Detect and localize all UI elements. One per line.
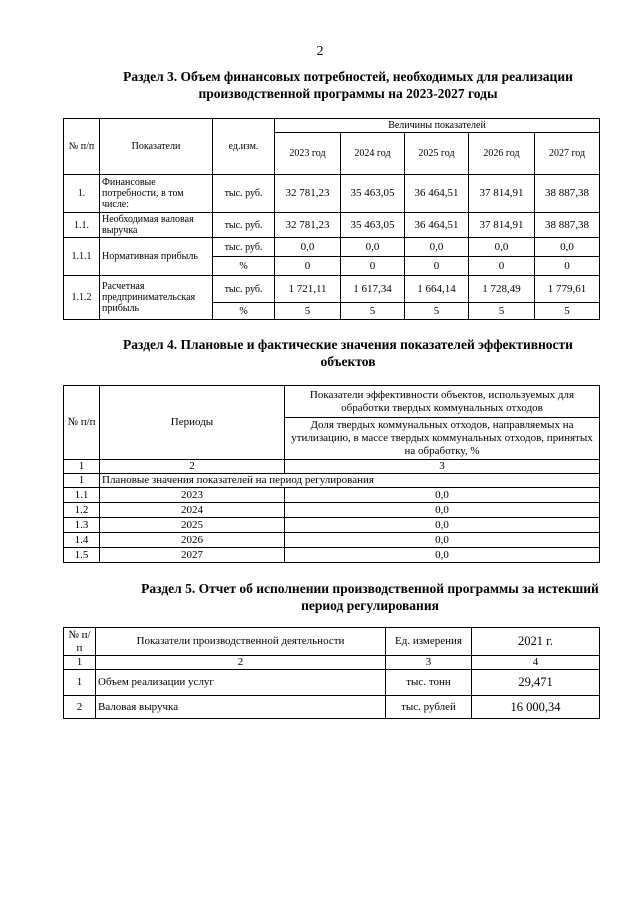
table-row bbox=[64, 238, 600, 257]
section4-title bbox=[88, 336, 608, 370]
s4-row-num: 1.3 bbox=[64, 518, 100, 533]
page-number: 2 bbox=[316, 44, 324, 59]
table-row bbox=[64, 518, 600, 533]
s5-row-indicator: Объем реализации услуг bbox=[96, 670, 386, 696]
s5-row-num: 1 bbox=[64, 670, 96, 696]
s5-colnum: 4 bbox=[472, 656, 600, 670]
s4-row-num: 1.1 bbox=[64, 488, 100, 503]
s3-row-value: 0 bbox=[275, 257, 341, 276]
s3-row-unit: тыс. руб. bbox=[213, 175, 275, 213]
s3-row-value: 0,0 bbox=[535, 238, 600, 257]
table-row bbox=[64, 175, 600, 213]
s4-header-num: № п/п bbox=[64, 386, 100, 460]
s3-row-value: 0 bbox=[469, 257, 535, 276]
s3-header-year: 2024 год bbox=[341, 133, 405, 175]
s4-row-value: 0,0 bbox=[285, 533, 600, 548]
s5-row-value: 29,471 bbox=[472, 670, 600, 696]
s4-colnum: 3 bbox=[285, 460, 600, 474]
s5-header-indicator: Показатели производственной деятельности bbox=[96, 628, 386, 656]
s3-header-indicator: Показатели bbox=[100, 119, 213, 175]
s3-row-indicator: Нормативная прибыль bbox=[100, 238, 213, 276]
s3-row-value: 5 bbox=[535, 303, 600, 320]
s3-row-value: 36 464,51 bbox=[405, 213, 469, 238]
section4-table bbox=[63, 385, 600, 563]
s3-row-value: 1 728,49 bbox=[469, 276, 535, 303]
table-row bbox=[64, 213, 600, 238]
s3-row-value: 0,0 bbox=[469, 238, 535, 257]
s3-row-indicator: Необходимая валовая выручка bbox=[100, 213, 213, 238]
s5-colnum: 2 bbox=[96, 656, 386, 670]
section4-title-line2: объектов bbox=[320, 354, 376, 369]
s3-row-value: 1 779,61 bbox=[535, 276, 600, 303]
s3-row-unit: тыс. руб. bbox=[213, 276, 275, 303]
s3-row-unit: % bbox=[213, 303, 275, 320]
s3-row-num: 1.1. bbox=[64, 213, 100, 238]
s4-row-value: 0,0 bbox=[285, 548, 600, 563]
s4-row-period: 2025 bbox=[100, 518, 285, 533]
section5-table bbox=[63, 627, 600, 719]
s5-header-num: № п/п bbox=[64, 628, 96, 656]
s5-colnum: 1 bbox=[64, 656, 96, 670]
s3-row-value: 0 bbox=[341, 257, 405, 276]
s3-header-year: 2027 год bbox=[535, 133, 600, 175]
s4-header-group: Показатели эффективности объектов, используемых для обработки твердых коммунальных отходов bbox=[285, 386, 600, 418]
table-row bbox=[64, 503, 600, 518]
s4-plan-num: 1 bbox=[64, 474, 100, 488]
s3-row-value: 0,0 bbox=[341, 238, 405, 257]
s3-row-value: 35 463,05 bbox=[341, 175, 405, 213]
s5-row-unit: тыс. тонн bbox=[386, 670, 472, 696]
section3-title bbox=[88, 68, 608, 102]
s3-row-value: 0 bbox=[405, 257, 469, 276]
s3-row-value: 35 463,05 bbox=[341, 213, 405, 238]
s4-colnum: 2 bbox=[100, 460, 285, 474]
s4-row-value: 0,0 bbox=[285, 488, 600, 503]
s4-row-period: 2024 bbox=[100, 503, 285, 518]
s5-row-value: 16 000,34 bbox=[472, 696, 600, 719]
s3-row-num: 1.1.1 bbox=[64, 238, 100, 276]
s3-row-value: 32 781,23 bbox=[275, 175, 341, 213]
s3-row-value: 0,0 bbox=[405, 238, 469, 257]
s3-row-value: 36 464,51 bbox=[405, 175, 469, 213]
section5-title-line2: период регулирования bbox=[301, 598, 439, 613]
s4-row-num: 1.2 bbox=[64, 503, 100, 518]
table-row bbox=[64, 670, 600, 696]
s5-header-unit: Ед. измерения bbox=[386, 628, 472, 656]
s3-row-num: 1.1.2 bbox=[64, 276, 100, 320]
s3-header-year: 2025 год bbox=[405, 133, 469, 175]
table-row bbox=[64, 548, 600, 563]
s3-row-value: 37 814,91 bbox=[469, 175, 535, 213]
s3-row-value: 37 814,91 bbox=[469, 213, 535, 238]
s3-row-value: 0,0 bbox=[275, 238, 341, 257]
s3-header-unit: ед.изм. bbox=[213, 119, 275, 175]
s3-row-unit: тыс. руб. bbox=[213, 213, 275, 238]
s4-header-share: Доля твердых коммунальных отходов, направляемых на утилизацию, в массе твердых коммунальных отходов, принятых на обработку, % bbox=[285, 418, 600, 460]
s3-row-indicator: Финансовые потребности, в том числе: bbox=[100, 175, 213, 213]
s3-row-value: 5 bbox=[341, 303, 405, 320]
section3-title-line1: Раздел 3. Объем финансовых потребностей, необходимых для реализации bbox=[123, 69, 573, 84]
s3-header-values-group: Величины показателей bbox=[275, 119, 600, 133]
s3-row-value: 32 781,23 bbox=[275, 213, 341, 238]
s4-row-period: 2023 bbox=[100, 488, 285, 503]
s3-row-value: 1 664,14 bbox=[405, 276, 469, 303]
s5-header-year: 2021 г. bbox=[472, 628, 600, 656]
s3-header-num: № п/п bbox=[64, 119, 100, 175]
table-row bbox=[64, 474, 600, 488]
s5-row-num: 2 bbox=[64, 696, 96, 719]
s4-row-value: 0,0 bbox=[285, 518, 600, 533]
s3-row-value: 5 bbox=[275, 303, 341, 320]
s4-colnum: 1 bbox=[64, 460, 100, 474]
section3-title-line2: производственной программы на 2023-2027 годы bbox=[198, 86, 498, 101]
s3-row-unit: тыс. руб. bbox=[213, 238, 275, 257]
s3-row-value: 0 bbox=[535, 257, 600, 276]
s3-header-year: 2026 год bbox=[469, 133, 535, 175]
s3-header-year: 2023 год bbox=[275, 133, 341, 175]
s3-row-value: 5 bbox=[405, 303, 469, 320]
s3-row-value: 1 721,11 bbox=[275, 276, 341, 303]
s3-row-value: 38 887,38 bbox=[535, 175, 600, 213]
s5-row-unit: тыс. рублей bbox=[386, 696, 472, 719]
section5-title bbox=[110, 580, 630, 614]
s4-plan-label: Плановые значения показателей на период регулирования bbox=[100, 474, 600, 488]
s3-row-num: 1. bbox=[64, 175, 100, 213]
s5-colnum: 3 bbox=[386, 656, 472, 670]
s3-row-indicator: Расчетная предпринимательская прибыль bbox=[100, 276, 213, 320]
s3-row-value: 38 887,38 bbox=[535, 213, 600, 238]
section5-title-line1: Раздел 5. Отчет об исполнении производственной программы за истекший bbox=[141, 581, 599, 596]
table-row bbox=[64, 696, 600, 719]
s3-row-value: 1 617,34 bbox=[341, 276, 405, 303]
s4-header-periods: Периоды bbox=[100, 386, 285, 460]
table-row bbox=[64, 533, 600, 548]
section3-table bbox=[63, 118, 600, 320]
table-row bbox=[64, 276, 600, 303]
s4-row-value: 0,0 bbox=[285, 503, 600, 518]
s4-row-num: 1.4 bbox=[64, 533, 100, 548]
s3-row-value: 5 bbox=[469, 303, 535, 320]
s5-row-indicator: Валовая выручка bbox=[96, 696, 386, 719]
s4-row-period: 2027 bbox=[100, 548, 285, 563]
s4-row-period: 2026 bbox=[100, 533, 285, 548]
s3-row-unit: % bbox=[213, 257, 275, 276]
s4-row-num: 1.5 bbox=[64, 548, 100, 563]
table-row bbox=[64, 488, 600, 503]
section4-title-line1: Раздел 4. Плановые и фактические значения показателей эффективности bbox=[123, 337, 573, 352]
